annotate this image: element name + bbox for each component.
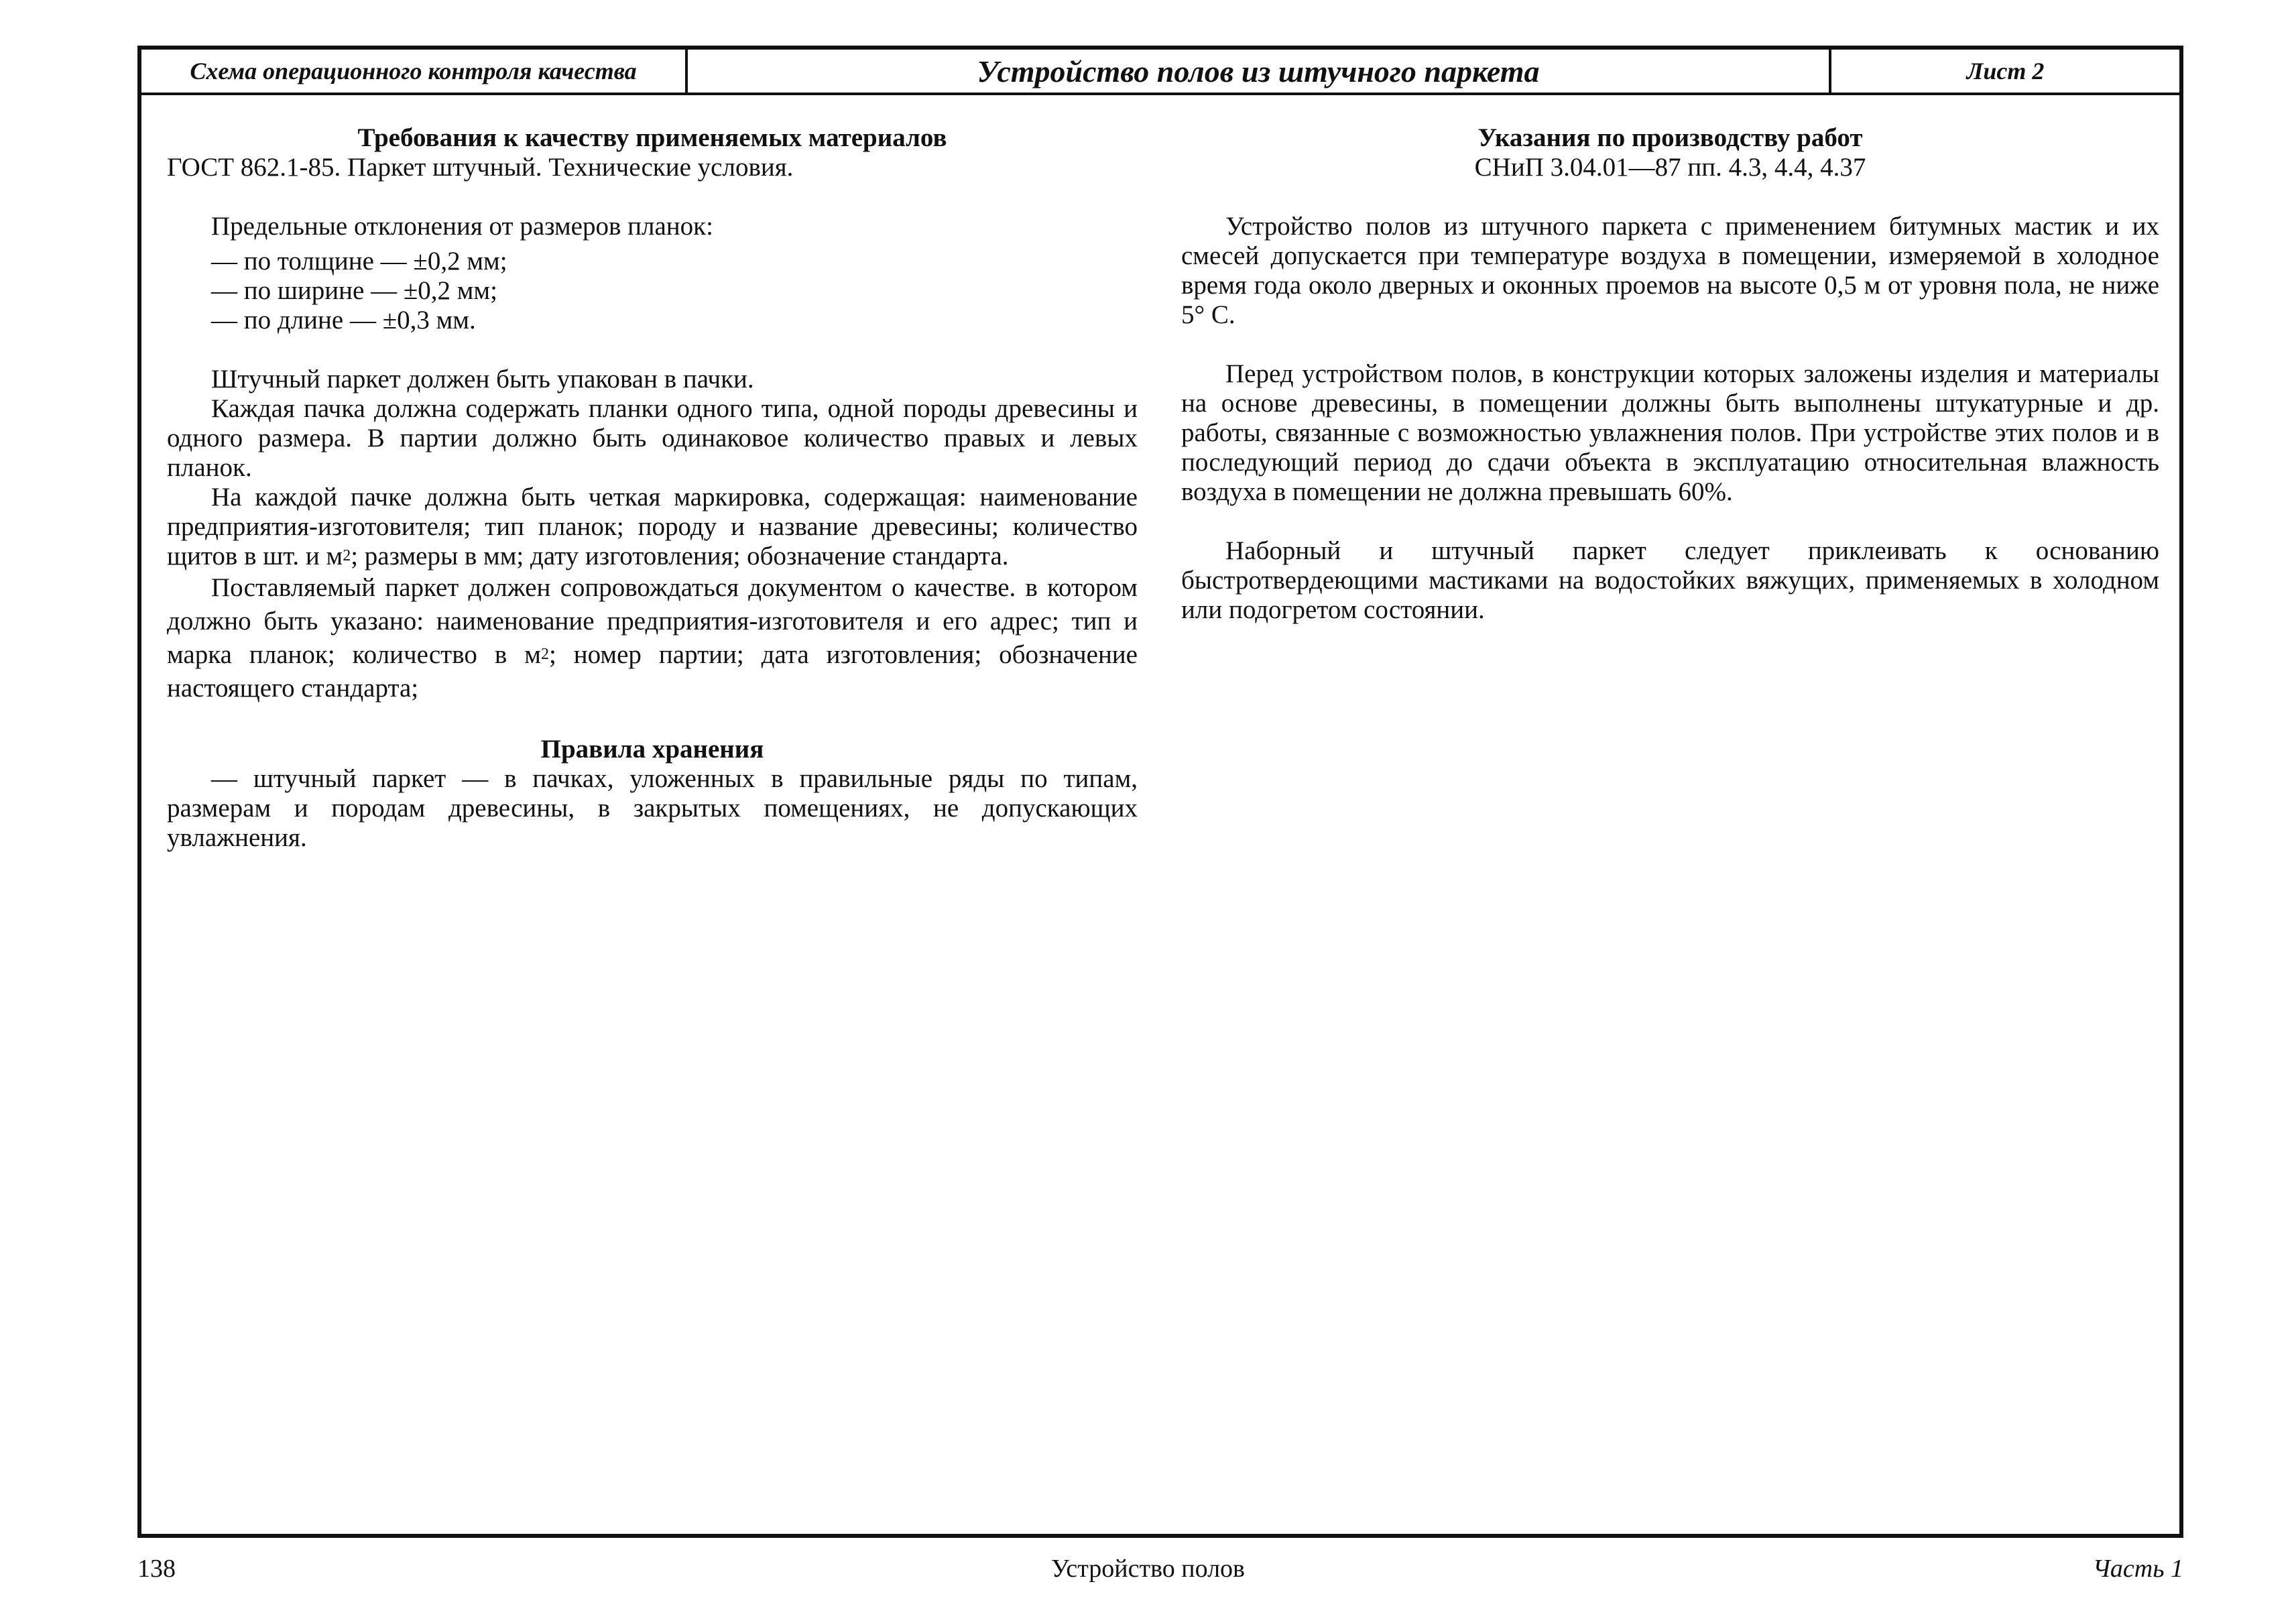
quality-document-text: Поставляемый паркет должен сопровождаться документом о качестве. в котором должно быть указано: наименование предприятия-изготовителя и его адрес; тип и марка планок; количество в $м^2$; номер партии; дата изготовления; обозначение настоящего стандарта; bbox=[167, 573, 1138, 703]
page-number: 138 bbox=[137, 1555, 176, 1583]
gost-reference: ГОСТ 862.1-85. Паркет штучный. Технические условия. bbox=[167, 153, 794, 182]
packing-text: Штучный паркет должен быть упакован в пачки. bbox=[211, 365, 754, 394]
deviation-length: — по длине — ±0,3 мм. bbox=[211, 306, 476, 335]
temperature-paragraph: Устройство полов из штучного паркета с применением битумных мастик и их смесей допускается при температуре воздуха в помещении, измеряемой в холодное время года около дверных и оконных проемов на высоте 0,5 м от уровня пола, не ниже 5° С. bbox=[1181, 212, 2159, 329]
marking-text: На каждой пачке должна быть четкая маркировка, содержащая: наименование предприятия-изготовителя; тип планок; породу и название древесины; количество щитов в шт. и $м^2$; размеры в мм; дату изготовления; обозначение стандарта. bbox=[167, 483, 1138, 570]
header-sheet-number: Лист 2 bbox=[1966, 58, 2045, 84]
deviation-thickness: — по толщине — ±0,2 мм; bbox=[211, 247, 507, 276]
footer-part: Часть 1 bbox=[2092, 1555, 2183, 1583]
pack-contents-text: Каждая пачка должна содержать планки одного типа, одной породы древесины и одного размера. В партии должно быть одинаковое количество правых и левых планок. bbox=[167, 394, 1138, 482]
header-left-cell: Схема операционного контроля качества bbox=[141, 50, 688, 93]
storage-text: — штучный паркет — в пачках, уложенных в правильные ряды по типам, размерам и породам древесины, в закрытых помещениях, не допускающих увлажнения. bbox=[167, 764, 1138, 852]
header-title: Устройство полов из штучного паркета bbox=[688, 50, 1831, 93]
left-column bbox=[167, 123, 1138, 853]
work-instructions-heading: Указания по производству работ bbox=[1477, 123, 1863, 152]
footer-section: Устройство полов bbox=[1050, 1555, 1245, 1583]
header-table bbox=[141, 50, 2179, 95]
gluing-paragraph: Наборный и штучный паркет следует приклеивать к основанию быстротвердеющими мастиками на водостойких вяжущих, применяемых в холодном или подогретом состоянии. bbox=[1181, 536, 2159, 624]
deviation-width: — по ширине — ±0,2 мм; bbox=[211, 276, 497, 305]
document-frame bbox=[137, 46, 2183, 1538]
storage-heading: Правила хранения bbox=[540, 735, 764, 764]
right-column bbox=[1181, 123, 2159, 625]
materials-heading: Требования к качеству применяемых материалов bbox=[357, 123, 947, 152]
humidity-paragraph: Перед устройством полов, в конструкции которых заложены изделия и материалы на основе древесины, в помещении должны быть выполнены штукатурные и др. работы, связанные с возможностью увлажнения полов. При устройстве этих полов и в последующий период до сдачи объекта в эксплуатацию относительная влажность воздуха в помещении не должна превышать 60%. bbox=[1181, 359, 2159, 506]
deviations-intro: Предельные отклонения от размеров планок: bbox=[211, 212, 713, 241]
snip-reference: СНиП 3.04.01—87 пп. 4.3, 4.4, 4.37 bbox=[1474, 153, 1866, 182]
